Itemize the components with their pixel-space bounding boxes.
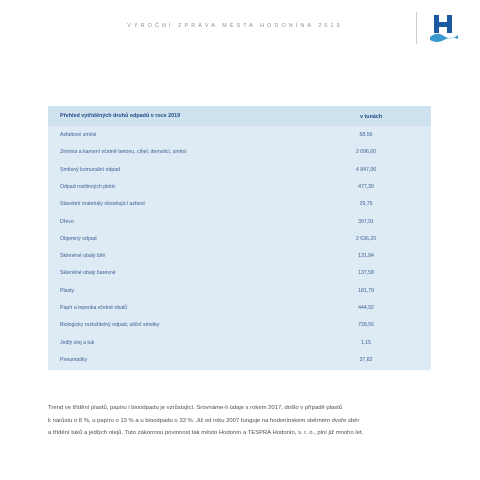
report-header-title: VÝROČNÍ ZPRÁVA MĚSTA HODONÍNA 2019 xyxy=(127,23,343,29)
waste-type-label: Papír a lepenka včetně obalů xyxy=(60,305,128,311)
waste-type-label: Směsný komunální odpad xyxy=(60,166,120,173)
waste-type-label: Biologicky rozložitelný odpad, uliční smetky xyxy=(60,322,160,329)
waste-amount-value: 444,92 xyxy=(358,305,374,311)
waste-type-label: Plasty xyxy=(60,287,75,294)
table-row xyxy=(48,126,431,143)
header-divider xyxy=(416,12,417,44)
table-row xyxy=(48,195,431,212)
waste-type-label: Asfaltové směsi xyxy=(60,132,97,138)
waste-type-label: Stavební materiály obsahující azbest xyxy=(60,201,145,208)
table-row xyxy=(48,264,431,281)
waste-type-label: Objemný odpad xyxy=(60,235,97,242)
waste-amount-value: 2 636,20 xyxy=(355,235,377,242)
table-row xyxy=(48,299,431,316)
body-paragraph xyxy=(48,402,448,440)
hodonin-h-logo-icon xyxy=(428,13,460,43)
unit-header: v tunách xyxy=(360,114,383,120)
waste-amount-value: 37,82 xyxy=(359,356,373,363)
table-row xyxy=(48,351,431,368)
waste-amount-value: 397,91 xyxy=(358,218,374,225)
waste-amount-value: 728,56 xyxy=(358,322,374,329)
table-row xyxy=(48,213,431,230)
waste-type-label: Jedlý olej a tuk xyxy=(60,339,95,346)
waste-amount-value: 2 096,00 xyxy=(355,149,377,156)
table-title: Přehled vytříděných druhů odpadů v roce 2019 xyxy=(60,113,181,119)
waste-type-label: Skleněné obaly barevné xyxy=(60,270,116,277)
body-line: k nárůstu o 8 %, u papíru o 13 % a u bioodpadu o 33 %. Již od roku 2007 funguje na hodonínském sběrném dvoře sběr xyxy=(48,417,360,424)
table-row xyxy=(48,334,431,351)
waste-amount-value: 477,30 xyxy=(358,183,374,190)
waste-type-label: Zemina a kamení včetně betonu, cihel, demolicí, směsí xyxy=(60,149,187,156)
waste-table xyxy=(48,106,431,370)
waste-type-label: Pneumatiky xyxy=(60,356,88,363)
table-row xyxy=(48,230,431,247)
body-line: a třídění tuků a jedlých olejů. Tuto zákonnou povinnost tak město Hodonín a TESPRA Hodonín, s. r. o., plní již mnoho let. xyxy=(48,430,364,437)
waste-type-label: Skleněné obaly bílé xyxy=(60,253,106,260)
table-row xyxy=(48,282,431,299)
table-row xyxy=(48,247,431,264)
waste-amount-value: 137,58 xyxy=(358,270,374,277)
waste-amount-value: 68,56 xyxy=(359,132,373,138)
table-row xyxy=(48,143,431,160)
body-line: Trend ve třídění plastů, papíru i bioodpadu je vzrůstající. Srovnáme-li údaje s rokem 2017, došlo v případě plastů xyxy=(48,405,343,411)
waste-amount-value: 4 847,06 xyxy=(355,166,377,173)
waste-amount-value: 1,15 xyxy=(360,339,372,346)
table-row xyxy=(48,316,431,333)
waste-amount-value: 131,84 xyxy=(358,253,374,260)
table-row xyxy=(48,161,431,178)
waste-type-label: Dřevo xyxy=(60,218,74,225)
waste-type-label: Odpad rostlinných pletiv xyxy=(60,183,116,190)
table-header xyxy=(48,106,431,126)
table-row xyxy=(48,178,431,195)
waste-amount-value: 29,75 xyxy=(359,201,373,208)
waste-amount-value: 181,79 xyxy=(358,287,374,294)
